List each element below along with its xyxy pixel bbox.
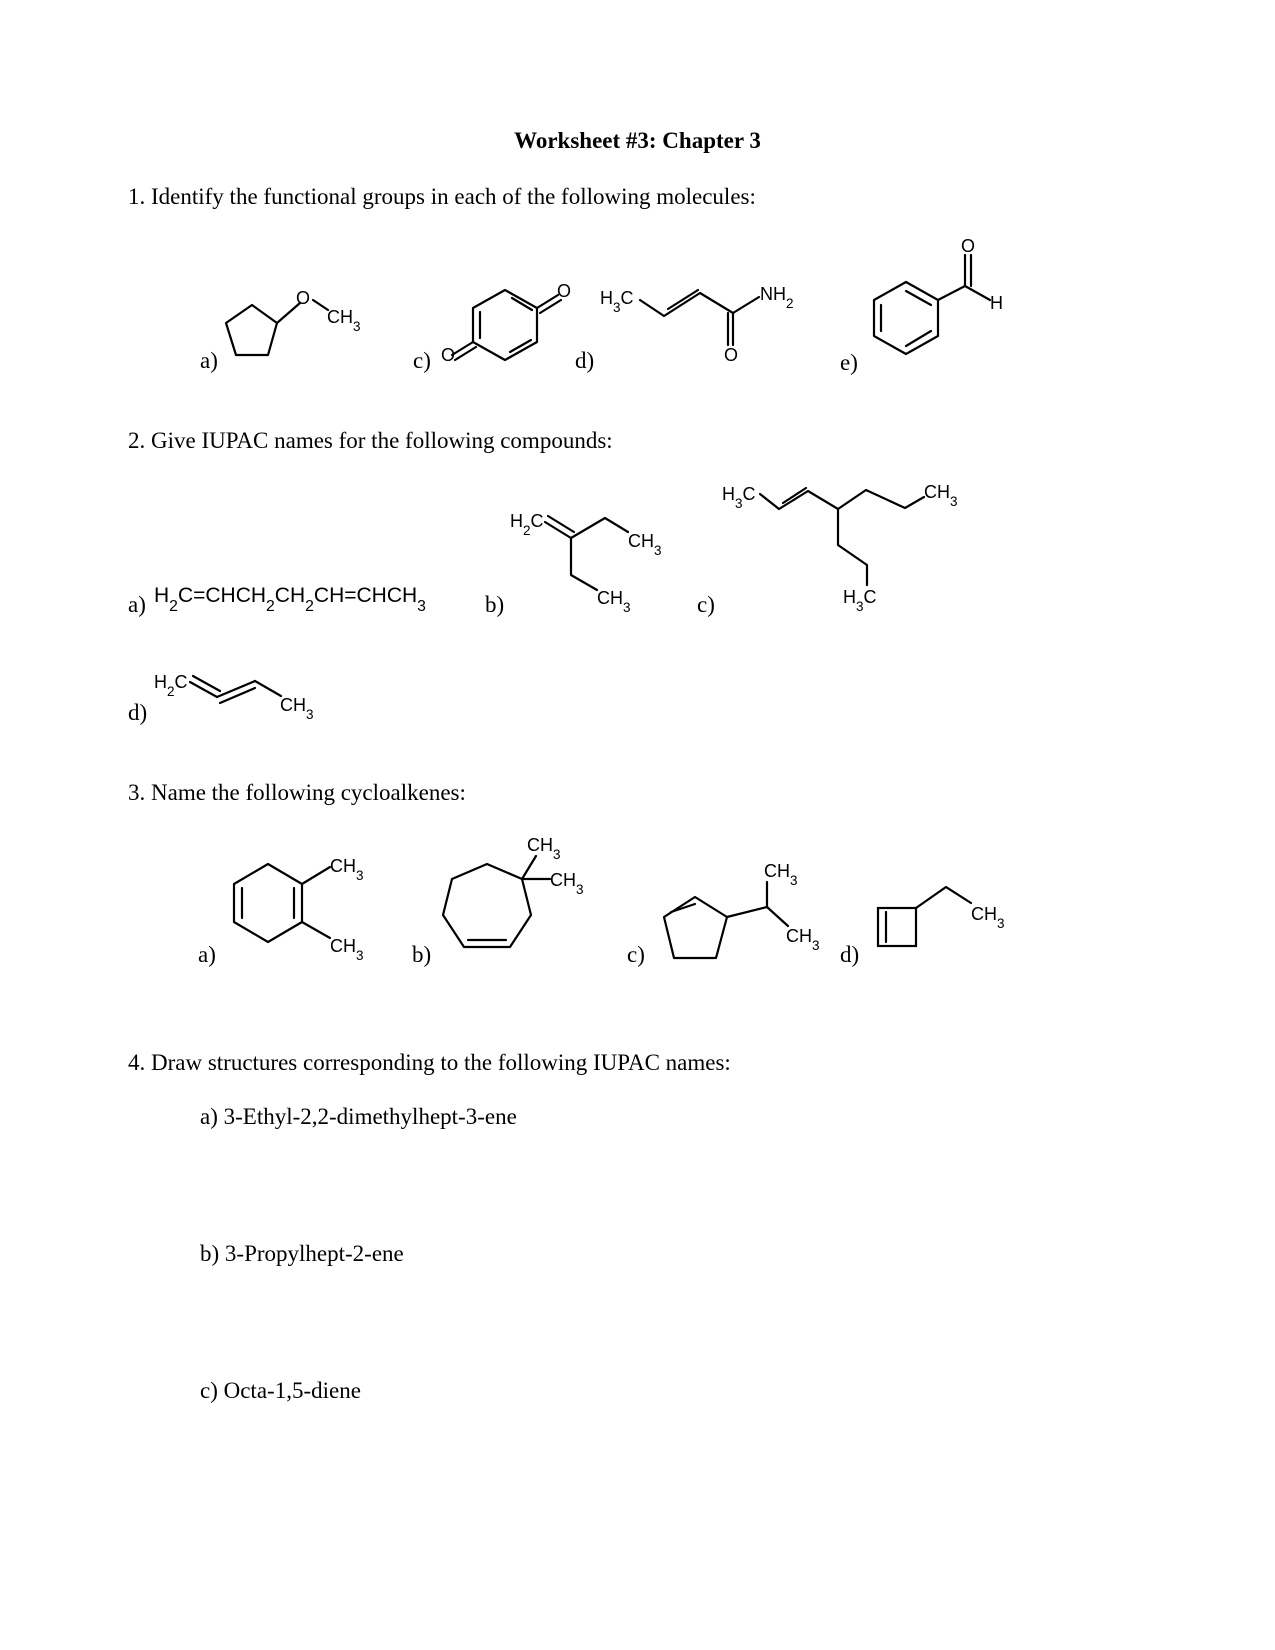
q2c-molecule [722, 482, 958, 614]
q2-label-d: d) [128, 700, 148, 725]
q1c-oxygen-top: O [557, 281, 572, 301]
q1e-oxygen: O [961, 236, 976, 256]
quinone-ring [473, 290, 537, 360]
q1e-hydrogen: H [990, 293, 1003, 313]
q1a-ch3: $CH_3$ [327, 307, 361, 334]
q2-label-c: c) [697, 592, 715, 617]
cyclopentene-ring [664, 897, 727, 958]
q3c-ch3-lower: $CH_3$ [786, 926, 820, 953]
q2a-formula: $H_2C=CHCH_2CH_2CH=CHCH_3$ [154, 584, 426, 615]
q3c-molecule [664, 861, 820, 958]
cycloheptene-ring [443, 864, 531, 947]
q1-label-a: a) [200, 348, 218, 373]
q2c-h3c: $H_3C$ [722, 484, 756, 511]
q1d-h3c: $H_3C$ [600, 288, 634, 315]
q2c-ch3: $CH_3$ [924, 482, 958, 509]
q2c-h3c-lower: $H_3C$ [843, 587, 877, 614]
page-title: Worksheet #3: Chapter 3 [514, 128, 761, 153]
q2b-ch3-lower: $CH_3$ [597, 588, 631, 615]
q1-label-d: d) [575, 348, 595, 373]
q1d-molecule [600, 284, 794, 365]
q3-label-c: c) [627, 942, 645, 967]
q2d-molecule [154, 672, 314, 722]
question-4: 4. Draw structures corresponding to the following IUPAC names: [128, 1050, 731, 1075]
q2b-h2c: $H_2C$ [510, 511, 544, 538]
question-2: 2. Give IUPAC names for the following compounds: [128, 428, 613, 453]
q4-item-b: b) 3-Propylhept-2-ene [200, 1241, 404, 1266]
q2-label-a: a) [128, 592, 146, 617]
benzene-ring [874, 282, 938, 354]
q1a-oxygen: O [296, 288, 311, 308]
q3c-ch3-top: $CH_3$ [764, 861, 798, 888]
q3-label-a: a) [198, 942, 216, 967]
q4-item-a: a) 3-Ethyl-2,2-dimethylhept-3-ene [200, 1104, 517, 1129]
q1d-oxygen: O [724, 345, 739, 365]
q3a-molecule [234, 856, 364, 963]
q2-label-b: b) [485, 592, 505, 617]
q3d-molecule [878, 887, 1005, 946]
question-1: 1. Identify the functional groups in each of the following molecules: [128, 184, 756, 209]
question-3: 3. Name the following cycloalkenes: [128, 780, 466, 805]
q1-label-e: e) [840, 350, 858, 375]
cyclopentane-ring [226, 305, 277, 355]
q2d-ch3: $CH_3$ [280, 695, 314, 722]
q2b-molecule [510, 511, 662, 615]
cyclobutene-ring [878, 908, 916, 946]
q1c-molecule [441, 281, 571, 365]
q3b-ch3-top: $CH_3$ [527, 835, 561, 862]
q2d-h2c: $H_2C$ [154, 672, 188, 699]
q3a-ch3-lower: $CH_3$ [330, 936, 364, 963]
q4-item-c: c) Octa-1,5-diene [200, 1378, 361, 1403]
q1c-oxygen-bottom: O [441, 345, 456, 365]
q1-label-c: c) [413, 348, 431, 373]
q1d-nh2: $NH_2$ [760, 284, 794, 311]
q3-label-b: b) [412, 942, 432, 967]
q3d-ch3: $CH_3$ [971, 904, 1005, 931]
q1e-molecule [874, 236, 1003, 354]
q2b-ch3-upper: $CH_3$ [628, 531, 662, 558]
q3b-ch3-right: $CH_3$ [550, 870, 584, 897]
q3a-ch3-upper: $CH_3$ [330, 856, 364, 883]
q3-label-d: d) [840, 942, 860, 967]
q1a-molecule [226, 288, 361, 355]
cyclohexadiene-ring [234, 864, 302, 942]
q3b-molecule [443, 835, 584, 947]
